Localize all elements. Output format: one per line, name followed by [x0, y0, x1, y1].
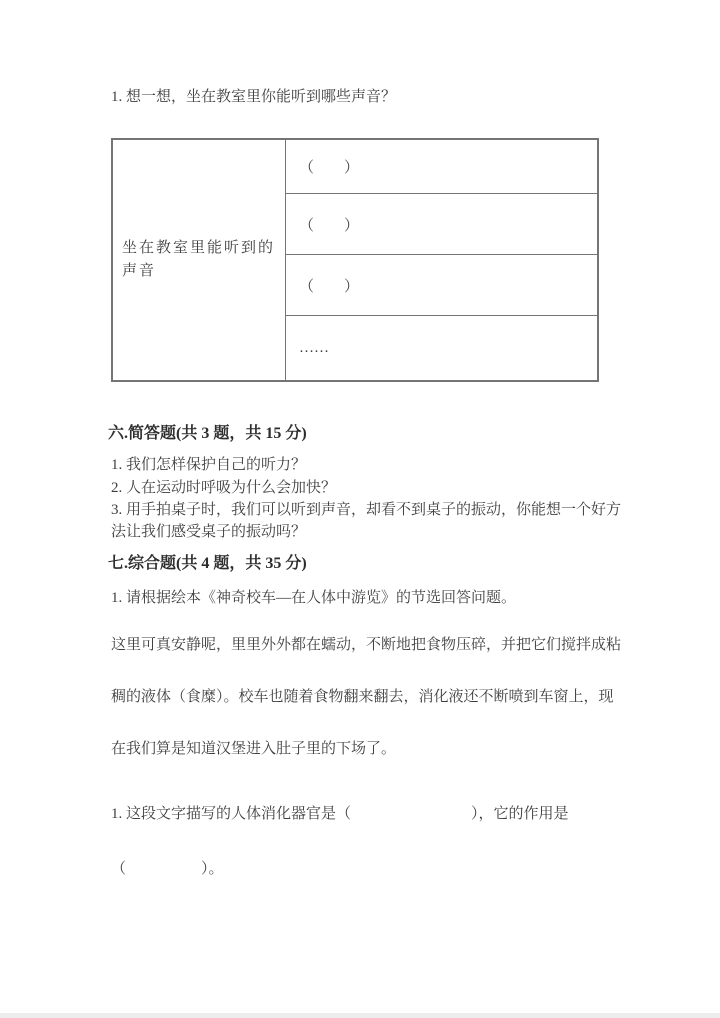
section-six-heading: 六.简答题(共 3 题，共 15 分) — [108, 425, 307, 442]
passage-line: 这里可真安静呢，里里外外都在蠕动，不断地把食物压碎，并把它们搅拌成粘 — [111, 637, 622, 653]
section-seven-intro: 1. 请根据绘本《神奇校车—在人体中游览》的节选回答问题。 — [111, 590, 517, 606]
sub-question-line-1: 1. 这段文字描写的人体消化器官是（ ），它的作用是 — [111, 806, 569, 822]
sounds-table — [111, 138, 599, 382]
table-ellipsis-row: …… — [299, 339, 329, 356]
table-answer-column — [286, 140, 597, 380]
table-blank-row: （ ） — [286, 255, 597, 316]
page-bottom-edge — [0, 1013, 720, 1018]
section-seven-heading: 七.综合题(共 4 题，共 35 分) — [108, 555, 307, 572]
question-line: 1. 我们怎样保护自己的听力？ — [111, 457, 307, 473]
passage-line: 稠的液体（食糜）。校车也随着食物翻来翻去，消化液还不断喷到车窗上，现 — [111, 689, 614, 705]
intro-question-text: 1. 想一想，坐在教室里你能听到哪些声音？ — [111, 89, 397, 105]
table-blank-row: （ ） — [286, 194, 597, 255]
table-label-cell: 坐在教室里能听到的声音 — [113, 140, 286, 380]
question-line: 法让我们感受桌子的振动吗？ — [111, 524, 307, 540]
question-line: 3. 用手拍桌子时，我们可以听到声音，却看不到桌子的振动，你能想一个好方 — [111, 502, 622, 518]
table-blank-row: （ ） — [286, 140, 597, 194]
question-line: 2. 人在运动时呼吸为什么会加快？ — [111, 480, 337, 496]
passage-line: 在我们算是知道汉堡进入肚子里的下场了。 — [111, 741, 397, 757]
sub-question-line-2: （ ）。 — [111, 861, 224, 877]
